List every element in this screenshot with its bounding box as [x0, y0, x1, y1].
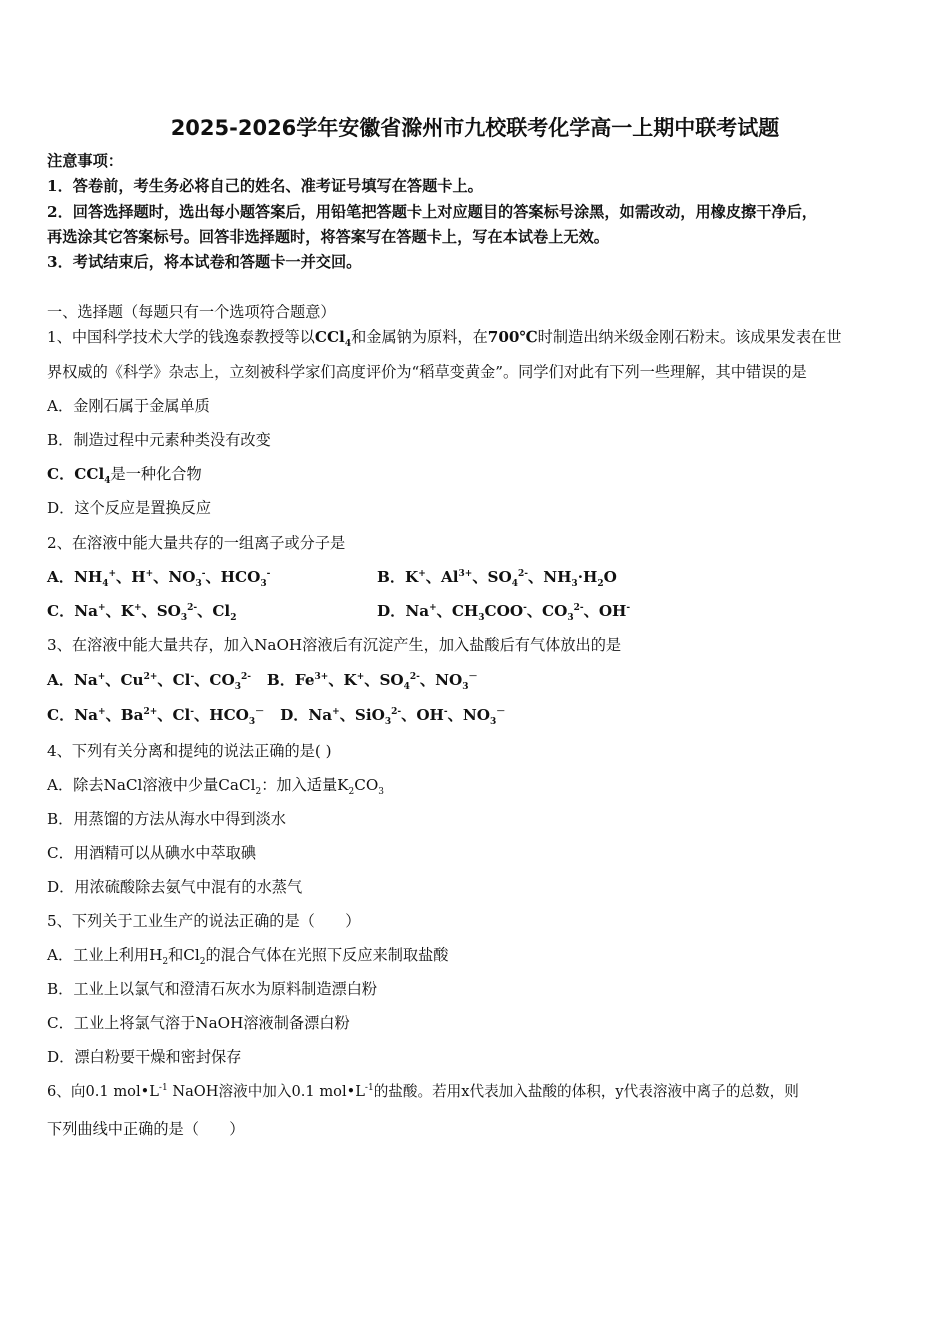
formula-subscript: 2 [255, 787, 262, 798]
formula-superscript: 2+ [143, 706, 158, 717]
formula-text: D． [377, 602, 406, 620]
section-heading: 一、选择题（每题只有一个选项符合题意） [47, 303, 336, 321]
formula-superscript: + [133, 602, 142, 613]
question-6-stem-line-2: 下列曲线中正确的是（ ） [47, 1120, 245, 1138]
q5-option-d: D．漂白粉要干燥和密封保存 [47, 1048, 242, 1066]
formula-subscript: 3 [384, 717, 392, 728]
formula-text: 、 [141, 602, 157, 620]
formula-subscript: 3 [180, 613, 188, 624]
formula-superscript: - [190, 671, 195, 682]
formula-text: Na [308, 706, 333, 724]
formula-superscript: - [443, 706, 448, 717]
formula-superscript: 3+ [314, 671, 329, 682]
formula-superscript: + [98, 602, 106, 613]
formula-subscript: 2 [348, 787, 355, 798]
formula-text: 、 [153, 568, 169, 586]
formula-text: HCO [209, 706, 249, 724]
formula-text: K [343, 671, 357, 689]
formula-text: Na [405, 602, 430, 620]
formula-text: COO [484, 602, 524, 620]
q1-option-a: A．金刚石属于金属单质 [47, 397, 210, 415]
page-title: 2025-2026学年安徽省滁州市九校联考化学高一上期中联考试题 [170, 116, 780, 140]
notice-item-2-line-2: 再选涂其它答案标号。回答非选择题时，将答案写在答题卡上，写在本试卷上无效。 [47, 228, 609, 246]
notice-item-2-line-1: 2．回答选择题时，选出每小题答案后，用铅笔把答题卡上对应题目的答案标号涂黑，如需改动，用橡皮擦干净后， [47, 203, 817, 221]
formula-superscript: 2+ [143, 671, 158, 682]
formula-text: 、 [339, 706, 355, 724]
formula-text: O [603, 568, 617, 586]
formula-text: 、 [105, 602, 121, 620]
formula-text: CH [451, 602, 479, 620]
formula-superscript: - [266, 568, 271, 579]
q3-options-c-d [47, 705, 506, 728]
q2-option-d [377, 601, 631, 624]
q1-pre: 1、中国科学技术大学的钱逸泰教授等以 [47, 328, 315, 346]
formula-text: SiO [354, 706, 385, 724]
formula-superscript: 2- [409, 671, 420, 682]
formula-subscript: 4 [102, 579, 109, 590]
formula-text: 、 [105, 671, 121, 689]
formula-superscript: -1 [364, 1083, 374, 1094]
formula-text: B． [266, 671, 295, 689]
q4-option-b: B．用蒸馏的方法从海水中得到淡水 [47, 810, 286, 828]
formula-superscript: + [418, 568, 426, 579]
formula-superscript: 2- [391, 706, 402, 717]
formula-subscript: 4 [511, 579, 518, 590]
formula-subscript: 4 [403, 682, 410, 693]
formula-text: Fe [294, 671, 315, 689]
formula-subscript: 2 [162, 957, 169, 968]
formula-text: 、 [528, 568, 544, 586]
formula-text: C． [47, 602, 75, 620]
formula-text: 、 [364, 671, 380, 689]
formula-text: D． [280, 706, 309, 724]
formula-text: 、 [194, 671, 210, 689]
formula-text: Na [74, 706, 99, 724]
formula-text: A． [47, 671, 74, 689]
formula-text: Na [73, 671, 98, 689]
formula-text: OH [598, 602, 627, 620]
formula-subscript: 3 [462, 682, 469, 693]
formula-text: Ba [120, 706, 144, 724]
formula-superscript: - [626, 602, 631, 613]
formula-text: 、 [116, 568, 132, 586]
formula-text: SO [487, 568, 512, 586]
formula-text: 、 [197, 602, 213, 620]
formula-text: K [405, 568, 419, 586]
question-1-stem-line-2: 界权威的《科学》杂志上，立刻被科学家们高度评价为“稻草变黄金”。同学们对此有下列一些理解，其中错误的是 [47, 363, 807, 381]
question-1-stem-line-1 [47, 327, 842, 350]
formula-text: Cl [212, 602, 231, 620]
question-4-stem: 4、下列有关分离和提纯的说法正确的是( ) [47, 742, 332, 760]
formula-subscript: 3 [378, 787, 385, 798]
q5-option-a [47, 945, 449, 968]
formula-text: A．除去NaCl溶液中少量CaCl [47, 776, 256, 794]
formula-superscript: + [108, 568, 117, 579]
formula-subscript: 3 [478, 613, 485, 624]
formula-subscript: 3 [567, 613, 574, 624]
formula-text: NaOH溶液中加入0.1 mol•L [167, 1083, 365, 1100]
formula-superscript: + [356, 671, 365, 682]
q1-ccl-sub: 4 [344, 339, 352, 350]
formula-subscript: 3 [248, 717, 256, 728]
formula-text: 、 [328, 671, 344, 689]
q4-option-d: D．用浓硫酸除去氨气中混有的水蒸气 [47, 878, 303, 896]
formula-text: NH [543, 568, 572, 586]
formula-text: CO [542, 602, 568, 620]
formula-text: ：加入适量K [261, 776, 349, 794]
formula-text: Cl [172, 671, 191, 689]
formula-superscript: 3+ [458, 568, 473, 579]
formula-text: NH [73, 568, 103, 586]
q2-option-a [47, 567, 271, 590]
formula-superscript: + [98, 706, 106, 717]
formula-text: Al [440, 568, 459, 586]
formula-subscript: 3 [234, 682, 241, 693]
formula-superscript: － [468, 671, 478, 682]
notice-item-1: 1．答卷前，考生务必将自己的姓名、准考证号填写在答题卡上。 [47, 177, 483, 195]
formula-text: 、 [526, 602, 543, 620]
formula-text: SO [156, 602, 181, 620]
formula-text: 、 [425, 568, 441, 586]
formula-superscript: - [523, 602, 527, 613]
q4-option-c: C．用酒精可以从碘水中萃取碘 [47, 844, 257, 862]
formula-text: NO [435, 671, 463, 689]
q3-options-a-b [47, 670, 478, 693]
question-6-stem-line-1 [47, 1082, 799, 1102]
formula-text: A．工业上利用H [47, 946, 163, 964]
formula-subscript: 2 [230, 613, 237, 624]
q1-option-d: D．这个反应是置换反应 [47, 499, 212, 517]
formula-text: 、 [401, 706, 417, 724]
formula-text: 、 [105, 706, 121, 724]
formula-text: 、 [436, 602, 452, 620]
formula-superscript: + [332, 706, 340, 717]
formula-subscript: 2 [597, 579, 604, 590]
formula-superscript: + [145, 568, 154, 579]
formula-text: HCO [220, 568, 261, 586]
formula-text: H [131, 568, 146, 586]
formula-text: 、 [419, 671, 436, 689]
formula-text: 、 [157, 706, 173, 724]
formula-superscript: - [190, 706, 195, 717]
q5-option-b: B．工业上以氯气和澄清石灰水为原料制造漂白粉 [47, 980, 378, 998]
formula-superscript: 2- [187, 602, 198, 613]
formula-text: 、 [472, 568, 488, 586]
notice-heading: 注意事项： [47, 152, 123, 170]
formula-superscript: 2- [518, 568, 528, 579]
formula-subscript: 3 [195, 579, 202, 590]
formula-text: Cl [172, 706, 191, 724]
formula-subscript: 3 [489, 717, 497, 728]
formula-superscript: -1 [158, 1083, 168, 1094]
formula-superscript: － [255, 706, 265, 717]
q2-option-b [377, 567, 617, 590]
q1-temp: 700℃ [487, 328, 538, 346]
formula-text: Cu [120, 671, 144, 689]
formula-text: 、 [157, 671, 173, 689]
q1-ccl: CCl [314, 328, 345, 346]
q1-c-post: 是一种化合物 [110, 465, 202, 483]
formula-superscript: － [496, 706, 506, 717]
formula-text: 、 [447, 706, 463, 724]
q1-post: 时制造出纳米级金刚石粉末。该成果发表在世 [537, 328, 842, 346]
q5-option-c: C．工业上将氯气溶于NaOH溶液制备漂白粉 [47, 1014, 350, 1032]
formula-text: C． [47, 706, 75, 724]
formula-text: 、 [583, 602, 599, 620]
question-2-stem: 2、在溶液中能大量共存的一组离子或分子是 [47, 534, 346, 552]
q1-option-c [47, 464, 202, 487]
formula-text: 6、向0.1 mol•L [47, 1083, 159, 1100]
formula-text: Na [74, 602, 99, 620]
formula-superscript: 2- [240, 671, 251, 682]
formula-text: OH [416, 706, 444, 724]
notice-item-3: 3．考试结束后，将本试卷和答题卡一并交回。 [47, 253, 362, 271]
q4-option-a [47, 775, 385, 798]
formula-text: CO [354, 776, 379, 794]
q1-mid: 和金属钠为原料，在 [351, 328, 488, 346]
q1-option-b: B．制造过程中元素种类没有改变 [47, 431, 271, 449]
formula-text: · [577, 568, 583, 586]
formula-text: K [120, 602, 134, 620]
formula-subscript: 3 [571, 579, 578, 590]
q2-option-c [47, 601, 237, 624]
formula-text: NO [168, 568, 196, 586]
formula-superscript: + [97, 671, 106, 682]
formula-text: 和Cl [168, 946, 200, 964]
formula-superscript: - [201, 568, 206, 579]
formula-text: CO [209, 671, 235, 689]
question-3-stem: 3、在溶液中能大量共存，加入NaOH溶液后有沉淀产生，加入盐酸后有气体放出的是 [47, 636, 622, 654]
formula-text: A． [47, 568, 74, 586]
formula-subscript: 2 [199, 957, 206, 968]
formula-text: 的混合气体在光照下反应来制取盐酸 [205, 946, 449, 964]
formula-text: H [582, 568, 598, 586]
formula-text: 的盐酸。若用x代表加入盐酸的体积，y代表溶液中离子的总数，则 [373, 1083, 799, 1100]
formula-text: 、 [205, 568, 221, 586]
formula-text: B． [377, 568, 406, 586]
question-5-stem: 5、下列关于工业生产的说法正确的是（ ） [47, 912, 361, 930]
formula-text: 、 [194, 706, 210, 724]
formula-superscript: + [429, 602, 437, 613]
q1-c-pre: C．CCl [47, 465, 105, 483]
q1-c-sub: 4 [104, 476, 111, 487]
formula-text: SO [379, 671, 404, 689]
formula-text: NO [462, 706, 490, 724]
formula-subscript: 3 [260, 579, 267, 590]
formula-superscript: 2- [573, 602, 584, 613]
